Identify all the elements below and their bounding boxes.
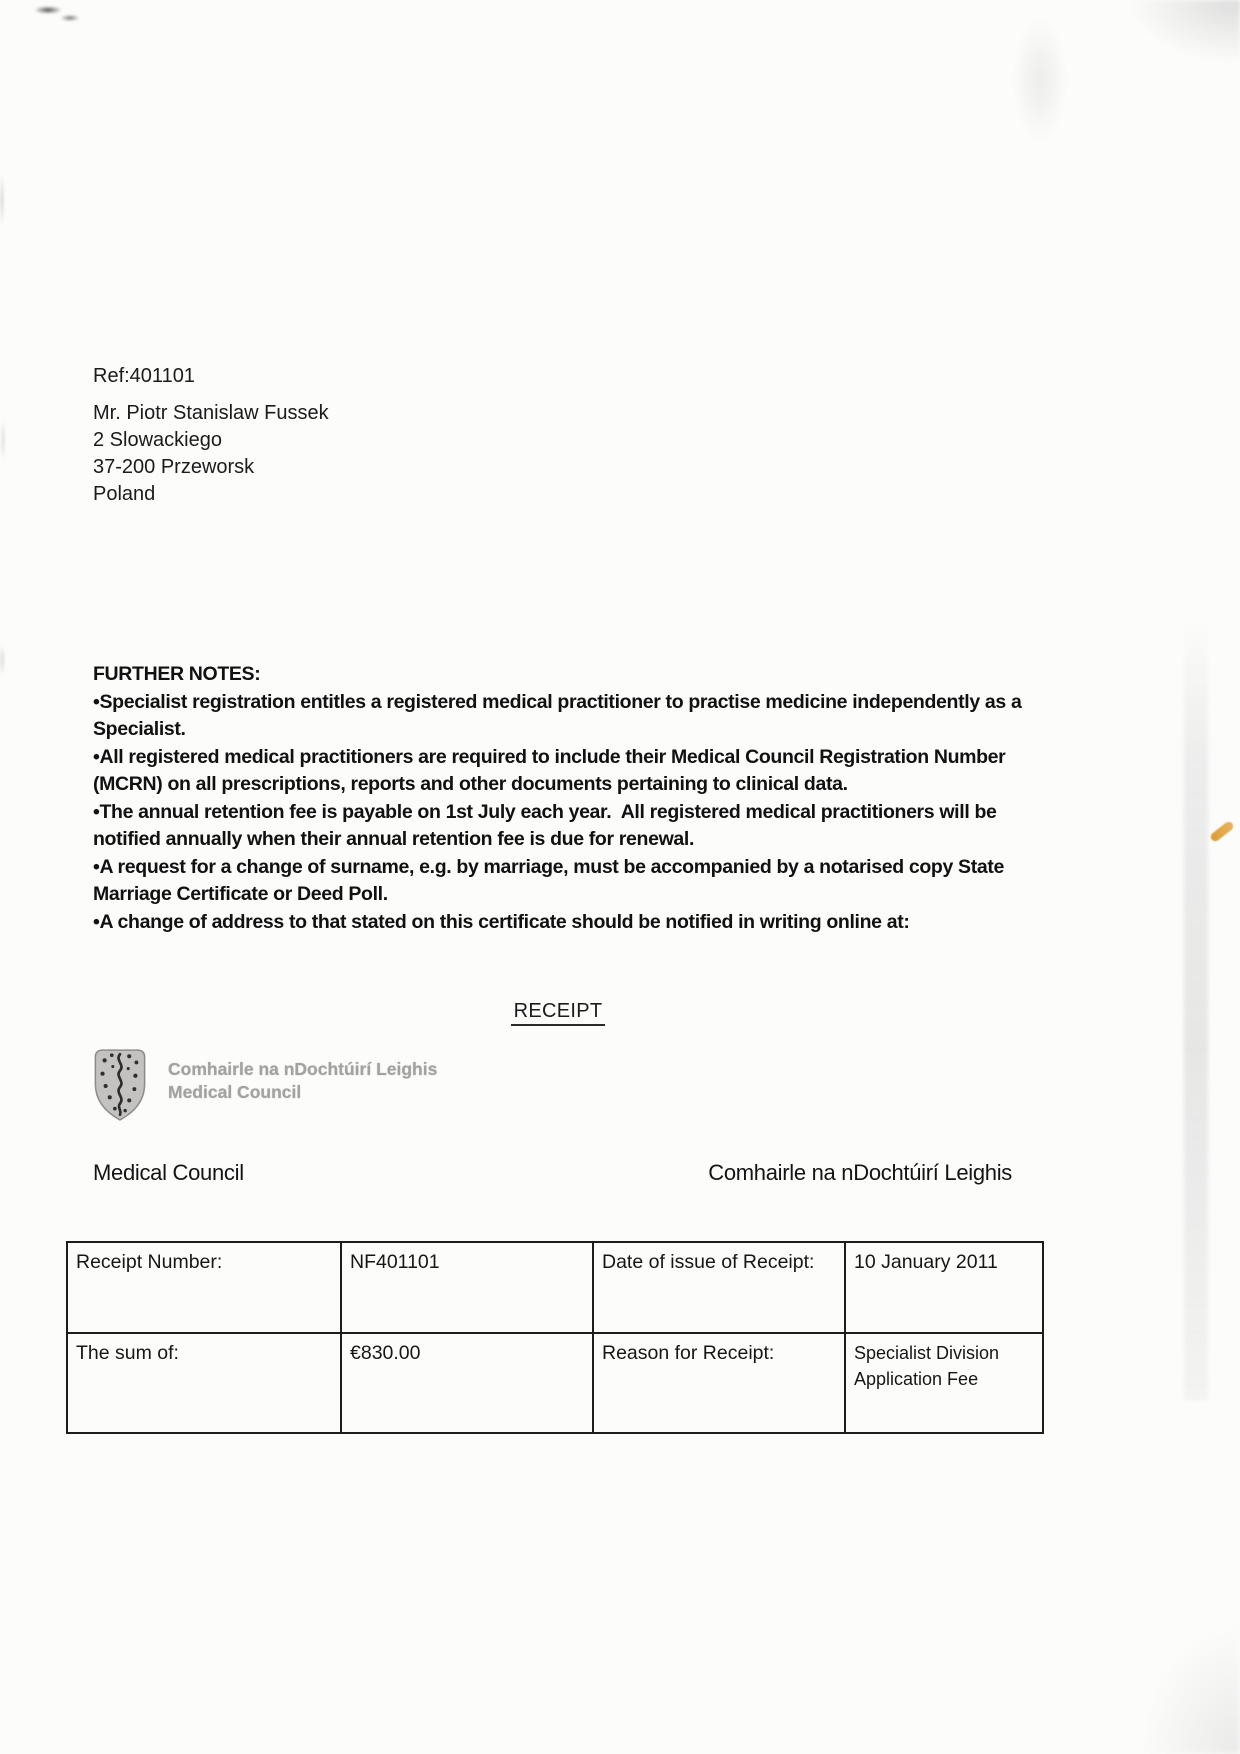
org-name-english: Medical Council <box>93 1160 244 1185</box>
note-bullet-2: •All registered medical practitioners are required to include their Medical Council Registration Number (MCRN) on all prescriptions, reports and other documents pertaining to clinical data. <box>93 745 1011 795</box>
recipient-street: 2 Slowackiego <box>93 429 222 451</box>
scan-smudge-left-edge <box>0 140 10 760</box>
reason-value: Specialist Division Application Fee <box>845 1333 1043 1433</box>
further-notes-heading: FURTHER NOTES: <box>93 663 261 685</box>
note-bullet-3: •The annual retention fee is payable on 1st July each year. All registered medical practitioners will be notified annually when their annual retention fee is due for renewal. <box>93 800 1002 850</box>
receipt-number-value: NF401101 <box>341 1242 593 1333</box>
receipt-heading: RECEIPT <box>511 1000 606 1026</box>
recipient-city: 37-200 Przeworsk <box>93 456 255 478</box>
reason-label: Reason for Receipt: <box>593 1333 845 1433</box>
recipient-name: Mr. Piotr Stanislaw Fussek <box>93 402 329 424</box>
org-name-irish: Comhairle na nDochtúirí Leighis <box>708 1160 1012 1185</box>
sum-label: The sum of: <box>67 1333 341 1433</box>
scan-shade-bottom-right <box>1040 1494 1240 1754</box>
logo-text <box>168 1058 437 1104</box>
scan-shadow-band-right <box>1184 620 1208 1400</box>
medical-council-shield-icon <box>90 1046 150 1124</box>
recipient-country: Poland <box>93 483 156 505</box>
table-row <box>67 1333 1043 1433</box>
receipt-table <box>66 1241 1044 1434</box>
table-row <box>67 1242 1043 1333</box>
logo-line-irish: Comhairle na nDochtúirí Leighis <box>168 1059 438 1079</box>
further-notes-section <box>93 661 1048 936</box>
organisation-name-row <box>93 1160 1012 1186</box>
date-of-issue-label: Date of issue of Receipt: <box>593 1242 845 1333</box>
receipt-heading-row <box>93 1000 1023 1026</box>
recipient-address <box>93 400 329 508</box>
logo-line-english: Medical Council <box>168 1082 302 1102</box>
scan-smudge-top-left <box>30 2 82 24</box>
note-bullet-1: •Specialist registration entitles a registered medical practitioner to practise medicine independently as a Specialist. <box>93 690 1027 740</box>
note-bullet-5: •A change of address to that stated on this certificate should be notified in writing online at: <box>93 910 910 933</box>
scan-shade-top-right <box>1010 0 1240 180</box>
medical-council-logo <box>90 1046 437 1124</box>
orange-pen-mark <box>1209 820 1235 843</box>
note-bullet-4: •A request for a change of surname, e.g. by marriage, must be accompanied by a notarised copy State Marriage Certificate or Deed Poll. <box>93 855 1010 905</box>
receipt-number-label: Receipt Number: <box>67 1242 341 1333</box>
reference-number: Ref:401101 <box>93 365 195 387</box>
sum-value: €830.00 <box>341 1333 593 1433</box>
date-of-issue-value: 10 January 2011 <box>845 1242 1043 1333</box>
